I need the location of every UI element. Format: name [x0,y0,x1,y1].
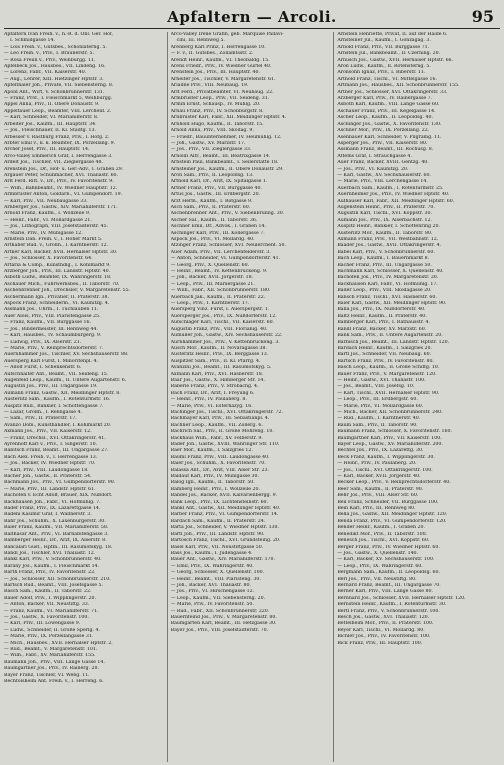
directory-entry: — Jos., Priv., VI. Hirschengasse 12. [170,589,255,595]
directory-entry: Armin Ernst, Schausp., IV. Mühlg. 20. [170,102,261,108]
directory-entry: Bartsch Rud., Beamt., VIII. Josefsgasse 5. [4,582,104,588]
directory-entry: Bardach Sam., Kaufm., II. Praterstr. 24. [170,518,266,524]
directory-entry: Bänsch Franz, Tischl., XVI. Hasnerstr. 60. [337,294,437,300]
directory-entry: Aron Ludw., Kaufm., II. Rotensterng. 5. [337,64,431,70]
directory-entry: Beer Sam., Kaufm., II. Praterstr. 90. [337,486,424,492]
directory-entry: Augustin Jos., Priv., III. Ungargasse 19. [4,384,98,390]
directory-entry: Baltz Heinr., Kaufm., II. Praterstr. 40. [337,313,427,319]
directory-entry: Arnbruster Karl, Fabr., XII. Meidlinger Hptstr. 4. [170,115,287,121]
directory-entry: Aschner Mor., Priv., IX. Porzellang. 22. [337,128,430,134]
directory-entry: Aschenbrenner Ant., Priv., V. Siebenbrunng. 30. [170,211,285,217]
directory-entry: — Jos., Lithograph, VIII. Josefstädterstr. 45. [4,224,109,230]
directory-entry: Aschauer Mich., Fuhrwerksbes., II. Taborstr. 70. [4,281,120,287]
directory-entry: Bachrich Sal., Priv., II. Große Mohreng. 10. [170,429,274,435]
directory-entry: Appel Anna, Priv., II. Obere Donaustr. 9. [4,102,100,108]
directory-entry: — Jos., Gastw., X. Quellenstr. 140. [337,550,419,556]
directory-entry: Bancalari Gust., Hptm., III. Rasumofskyg. 18. [4,544,113,550]
directory-entry: — Heinr., Gastw., XVI. Thaliastr. 100. [337,377,426,383]
directory-entry: — Franz, Drechsl., XVI. Ottakringerstr. 41. [4,435,106,441]
directory-entry: Apfelbeck Jos., Hausbes., VII. Lindeng. 16. [4,64,106,70]
directory-entry: Arthold Franz, Tischl., VI. Mittelgasse 16. [337,76,437,82]
directory-entry: — Joh., Bäcker, XVII. Jörgerstr. 18. [170,275,254,281]
directory-entry: — Marie, Priv., IV. Mühlgasse 12. [4,230,83,236]
directory-entry: Arlt Ferd. Ritt. v., Dr., Priv., IV. Favoritenstr. 9. [4,179,114,185]
directory-entry: — Leop., Kaufm., VII. Siebensterng. 20. [170,595,266,601]
directory-entry: — Rosa Freiin v., Priv., Weihburgg. 11. [4,57,96,63]
directory-entry: Auspitz Heinr., Bankier, I. Schottenring 20. [337,224,440,230]
directory-entry: Auersperg Vinz. Fürst, I. Auerspergstr. 1. [170,307,270,313]
directory-entry: — Marie, Priv., VIII. Lerchengasse 14. [337,179,428,185]
directory-entry: Baumgarten Karl, Beamt., III. Hetzgasse 30. [170,621,277,627]
directory-entry: Auer Alois, Priv., VIII. Piaristengasse 25. [4,313,101,319]
directory-entry: Badeni Kasimir Graf, I. Wallnerstr. 3. [4,512,92,518]
directory-entry: Bachmann Karl, Schlosser, X. Quellenstr. 40. [337,269,444,275]
directory-entry: Barbisch Jos., Beamt., III. Landstr. Hptstr. 120. [337,339,450,345]
directory-entry: Arnstein Jul., Bankbeamt., II. Czerning. 20. [337,51,441,57]
directory-entry: Bayer Leop., Gastw., XV. Mariahilferstr. 200. [337,442,443,447]
directory-entry: Arthaber Rud. v., Großh., I. Kärntnerstr. 12. [4,243,109,249]
directory-entry: Berner Karl, Priv., VIII. Lange Gasse 80. [337,589,433,595]
directory-entry: Austerlitz Mor., Kaufm., II. Taborstr. 80. [337,230,433,236]
directory-entry: Baier Jos., Schuhm., X. Favoritenstr. 70. [170,461,266,467]
directory-entry: Auernhammer Jos., Tischler, XV. Sechshauserstr. 88. [4,352,129,358]
directory-entry: Auersperger Jos., Priv., IX. Nußdorferstr. 12. [170,313,277,319]
directory-entry: — Leop., Priv., III. Marxergasse 21. [170,281,255,287]
directory-entry: — Marie, Priv., VI. Esterhazyg. 16. [170,403,253,409]
directory-entry: — Karl, Priv., VII. Neubaugasse 33. [4,198,88,204]
directory-entry: Baumgartner Karl, Priv., VII. Kaiserstr. 100. [337,435,442,441]
directory-entry: — Karl, Bäcker, XVII. Jörgerstr. 40. [337,474,421,480]
directory-entry: Armbruster Leop., Priv., VII. Seideng. 31. [170,96,270,102]
directory-entry: Babel Karl, Priv., V. Schönbrunnerstr. 60. [337,249,435,255]
directory-entry: — Franz, Kaufm., VII. Burggasse 16. [4,320,91,326]
directory-entry: Appeltauer Leop., Beamter, VIII. Lerchenf. 2. [4,108,112,114]
directory-entry: Arnau Franz, Priv., IV. Schönburgstr. 8. [170,108,264,114]
directory-entry: Bauer Ant., Gastw., XIV. Mariahilferstr. 170. [170,557,276,563]
directory-entry: — Joh., Bäcker, XVI. Thaliastr. 80. [170,582,251,588]
directory-entry: — Jos., Gastw., X. Favoritenstr. 100. [4,614,89,620]
directory-entry: Bamberg Heinr., Priv., I. Wollzeile 20. [170,486,261,492]
directory-entry: Arnstein Paul, Bankbeamt., I. Seilerstätte 18. [170,160,279,166]
directory-entry: — Georg, Schlosser, X. Quellenstr. 100. [170,570,265,576]
directory-entry: Arnold Franz, Kaufm., I. Wollzeile 9. [4,211,91,217]
directory-entry: Arnsteiner Jul., Kaufm., I. Gonzagag. 3. [337,38,431,44]
directory-entry: — Leop., Priv., I. Kärntnerstr. 17. [170,301,250,307]
directory-entry: Arnsteiner Jos., Kaufm., II. Obere Donaustr. 29. [170,166,284,172]
directory-entry: Benesch Jos., Tischl., XVI. Koppstr. 60. [337,538,430,544]
directory-columns [4,32,500,762]
directory-entry: Benedikt Mor., Priv., II. Taborstr. 100. [337,531,428,537]
directory-entry: Bella Jos., Gastw., XII. Meidlinger Hptstr. 120. [337,512,448,518]
directory-entry: Bick Franz, Priv., III. Hauptstr. 100. [337,640,423,646]
directory-entry: — Jos., Bäcker, IV. Wiedner Hptstr. 70. [4,461,96,467]
directory-entry: — Mich., Bäcker, XII. Schönbrunnerstr. 240. [337,409,443,415]
directory-entry: Atzinger Franz, Schlosser, XVI. Neulerchenf. 50. [170,243,286,249]
directory-entry: — Emil, Priv., IX. Währingerstr. 40. [170,563,254,569]
directory-entry: Auerbach Jak., Kaufm., II. Praterstr. 22. [170,294,266,300]
directory-entry: — Leo Freih. v., Priv., I. Bräunerstr. 5. [4,51,94,57]
directory-entry: — Franz, Kaufm., VI. Mariahilferstr. 71. [4,608,99,614]
directory-entry: Arbesser v. Rastburg Franz, Priv., I. Hofg. 2. [4,134,110,140]
directory-entry: Arendt Heinr., Kaufm., VI. Theobaldg. 15. [170,57,270,63]
directory-entry: Bernstein Heinr., Kaufm., I. Rotenturmstr. 30. [337,602,447,608]
directory-entry: Avanzini Jos., Beamt., III. Rasumofskyg. 5. [170,365,272,371]
directory-entry: Assmann Franz, Beamt., III. Rochusg. 8. [337,147,434,153]
directory-entry: Balog Ign., Kaufm., II. Taborstr. 50. [170,480,255,486]
directory-entry: Artus Jos., Gastw., III. Erdbergstr. 20. [170,192,261,198]
directory-entry: Bartl Joh., Priv., III. Landstr. Hptstr. 90. [170,531,265,537]
directory-entry: cini, III. Rennweg 5. [176,38,225,44]
directory-entry: Asperger Jos., Priv., VII. Kaiserstr. 80. [337,140,428,146]
directory-entry: — Ludwig, Priv., IX. Alserstr. 21. [4,339,82,345]
directory-entry: Aschinger Karl, Priv., III. Kollergasse 7. [170,230,265,236]
directory-entry: Augustin Karl, Tischl., XVI. Koppstr. 30. [337,211,432,217]
directory-entry: Asboth Ludw., Beamter, IX. Währingerstr. 18. [4,275,112,281]
directory-entry: Arnberger Jos., Gastw., XIV. Mariahilferstr. 171. [4,204,118,210]
directory-entry: Auerbach Sam., Kaufm., I. Rotenturmstr. 25. [337,185,444,191]
directory-entry: — Karl, Schneider, VI. Mariahilferstr. 8. [4,115,99,121]
directory-entry: — Karl, Tischl., XVII. Hernalser Hptstr. 90. [337,390,440,396]
directory-entry: Bamberger Karl, Priv., I. Rathausstr. 4. [337,320,430,326]
directory-entry: Ariadne Priv., VIII. Neubaug. 19. [170,83,249,89]
directory-entry: — Jos., Beamt., VIII. Josefsg. 10. [337,384,415,390]
directory-entry: Augenstein Heinr., Priv., II. Praterstr. 70. [337,204,435,210]
directory-entry: Bacher Joh., Gastw., II. Praterstr. 54. [4,474,92,480]
directory-entry: Bähr Jos., Schuhm., X. Laxenburgerstr. 30. [4,518,106,524]
directory-entry: Austerlitz Sam., Kaufm., I. Rotenturmstr. 16. [4,397,111,403]
directory-entry: Backhausen Joh., Fabr., VI. Hofmühlg. 7. [4,499,101,505]
directory-entry: Bauer Franz, Priv., V. Margaretenstr. 120. [337,371,437,377]
directory-entry: — Heinr., Priv., IV. Paulanerg. 20. [337,461,417,467]
directory-column-3 [337,32,500,762]
directory-entry: Bauer Adolf, Priv., I. Wipplingerstr. 20. [4,595,97,601]
directory-entry: Attems Graf, I. Strauchgasse 4. [337,153,412,159]
directory-entry: Arzberger Joh., Priv., III. Landstr. Hptstr. 40. [4,269,111,275]
directory-entry: Bechtel Jos., Priv., IX. Lazarettg. 30. [337,448,424,454]
directory-entry: Barber Franz, Priv., VI. Gumpendorferstr. 14. [170,512,279,518]
directory-entry: Basch Sam., Kaufm., II. Taborstr. 22. [4,589,92,595]
directory-entry: Bernhard Jos., Schlosser, XVII. Hernalser Hptstr. 120. [337,595,466,601]
directory-entry: Austerlitz Heinr., Priv., IX. Berggasse 13. [170,352,269,358]
directory-entry: Bachinger Jos., Tischl., XVI. Ottakringerstr. 72. [170,409,283,415]
directory-entry: Becker Leop., Priv., V. Reinprechtsdorferstr. 40. [337,480,451,486]
directory-entry: — Karl, Bäcker, XV. Sechshauserstr. 100. [337,557,435,563]
directory-entry: Benda Franz, Priv., VI. Gumpendorferstr. 120. [337,518,447,524]
directory-entry: Bandl Jos., Tischler, XVI. Thaliastr. 12. [4,550,96,556]
directory-entry: Arnusch Jos., Gastw., XVII. Hernalser Hptstr. 66. [337,57,454,63]
directory-entry: Bergmann Sam., Kaufm., II. Leopoldsg. 60. [337,570,441,576]
directory-entry: Aufschnaiter Ant., Beamt., VII. Seideng. 15. [4,371,109,377]
directory-entry: Baier Karl, Gastw., XII. Meidlinger Hptstr. 90. [337,301,447,307]
directory-entry: — Lazar, Großh., I. Renngasse 4. [4,409,82,415]
directory-entry: Aron Sam., Priv., II. Leopoldsg. 13. [170,172,254,178]
directory-entry: Backhausen Karl, Fabr., VI. Hofmühlg. 17. [337,281,438,287]
directory-entry: Aschauer Franz, Priv., III. Kegelgasse 14. [337,108,436,114]
directory-entry: Ascher Leop., Kaufm., II. Leopoldsg. 40. [337,115,433,121]
directory-entry: — Adolf Fürst, I. Schenkenstr. 6. [4,365,82,371]
directory-entry: — Jos., Priv., VII. Zieglergasse 33. [170,147,252,153]
directory-entry: Arnoldi Alfr., Beamt., III. Beatrixgasse 14. [170,153,271,159]
directory-entry: Baumgartner Jos., Priv., IV. Rainerg. 20. [4,666,99,672]
directory-entry: Bayer Jos., Priv., VIII. Josefstädterstr. 70. [170,627,269,633]
directory-entry: Aschenbrenner Joh., Drechsler, V. Margaretenstr. 55. [4,288,131,294]
directory-entry: Aumüller Joh., Gastw., XIV. Sechshauserstr. 22. [170,333,283,339]
directory-entry: — Karl, Priv., VIII. Laudongasse 18. [4,467,89,473]
directory-entry: Bartl Jos., Schneider, VII. Neubaug. 60. [337,352,432,358]
directory-entry: Arenstein Jos., Dr., Hof- u. Ger.-Adv., I. Graben 29. [4,166,124,172]
directory-entry: — Lois Freih. v., Gutsbes., Schönlaterng. 5. [4,44,107,50]
directory-entry: Bäuml Franz, Priv., VIII. Laudongasse 40. [170,454,270,460]
directory-entry: Artaria & Comp., Kunsthdlg., I. Kohlmarkt 9. [4,262,111,268]
directory-entry: Arenberg Karl Prinz, I. Herrengasse 10. [170,44,266,50]
directory-entry: Bass Jos., Kaufm., I. Judengasse 4. [170,550,253,556]
directory-entry: Augenfeld Leop., Kaufm., II. Untere Augartenstr. 6. [4,377,127,383]
directory-entry: — Mich., Hausbes., XVII. Hernalser Hptstr. 2. [4,640,113,646]
directory-entry: Ascher Sal., Kaufm., II. Taborstr. 36. [170,217,258,223]
directory-entry: Armbruster Anton, Goldarb., VI. Gumpendorf. 19. [4,192,123,198]
directory-entry: Bardach Heinr., Kaufm., I. Salzgries 20. [337,345,432,351]
directory-entry: Asenbauer Karl, Schneider, V. Pilgramg. 11. [337,134,442,140]
directory-column-1 [4,32,168,762]
directory-entry: — Friedr., Bauunternehmer, IV. Heumühlg. 12. [170,134,282,140]
directory-entry: Bamberger Heinr., Dr., Arzt, IX. Alserstr. 8. [4,538,107,544]
directory-entry: Bankl Ant., Gastw., XII. Meidlinger Hptstr. 40. [170,506,281,512]
directory-entry: — Heinr., Beamt., IV. Kettenbrückeng. 9. [170,269,268,275]
directory-entry: Auernheimer Jos., Priv., IV. Wiedner Hptstr. 40. [337,192,450,198]
directory-entry: Baar Jos., Gastw., X. Himberger Str. 14. [170,377,265,383]
directory-entry: Ardelt Jos., Tischler, VII. Zieglergasse 48. [4,160,103,166]
directory-entry: Arco-Valley Irene Gräfin, geb. Marquise Pallavi- [170,32,284,37]
directory-entry: Axmann Franz, Priv., VII. Westbahnstr. 12. [337,237,439,242]
directory-entry: Beck Franz, Kaufm., I. Wipplingerstr. 30. [337,454,435,460]
directory-entry: Asch Sam., Priv., II. Praterstr. 60. [170,204,251,210]
directory-entry: Aufschläger Karl, Tischl., VII. Kaiserstr. 60. [170,320,275,326]
directory-entry: Baumann Franz, Schlosser, X. Favoritenstr. 160. [337,429,452,435]
directory-entry: — Rud., Fabr., XII. Schönbrunnerstr. 220. [170,608,270,614]
directory-entry: Artner Franz, Priv., VII. Burggasse 40. [170,185,263,191]
directory-entry: — Jos., Schlosser, X. Favoritenstr. 64. [4,256,93,262]
directory-entry: Bachmayer Karl, Priv., III. Sebastianpl. 4. [170,416,270,422]
directory-entry: Bertl Franz, Priv., V. Schönbrunnerstr. 100. [337,608,440,614]
directory-entry: Backhaus Wilh., Fabr., XV. Felberstr. 9. [170,435,263,441]
directory-entry: Apold Ant., Wirt, V. Schönbrunnerstr. 131. [4,89,105,95]
directory-entry: Bacher Franz, Priv., III. Ungargasse 50. [337,262,432,268]
directory-entry: — Rud., Beamt., V. Margaretenstr. 101. [4,647,98,652]
directory-entry: Archer Josef, Priv., III. Hauptstr. 14. [4,147,90,153]
directory-entry: Bach Franz, Dr., Arzt, I. Freyung 6. [170,390,255,396]
directory-entry: — Georg, Priv., X. Quellenstr. 60. [170,262,250,268]
directory-entry: Bandl Franz, Bäcker, XV. Märzstr. 60. [337,326,427,332]
directory-entry: — F. v., II. Gutsbes., Zollamtsstr. 2. [170,51,254,57]
directory-entry: Bank Sam., Priv., II. Untere Augartenstr. 20. [337,333,443,339]
directory-entry: Aschermann Ign., Privatier, II. Praterstr. 38. [4,294,109,300]
directory-entry: — Jos., Priv., VI. Kaunitzg. 20. [337,166,409,172]
directory-entry: Arnstein Dan. Freih. v., I. Hoher Markt 5. [4,237,103,242]
directory-entry: Avanzo Dom., Kunsthändler, I. Kohlmarkt 20. [4,422,112,428]
directory-entry: Beil Franz, Schneider, VII. Burggasse 100. [337,499,439,505]
directory-entry: Bachner Leop., Kaufm., VII. Zollerg. 6. [170,422,263,428]
directory-entry: — Heinr., Fabr., VI. Mollardgasse 21. [4,217,92,223]
directory-entry: Bauernfeind Jos., Priv., V. Margaretenstr. 80. [170,614,277,620]
directory-entry: — Wilh., Bahnbeamt., IV. Wiedner Hauptstr. 12. [4,185,118,191]
page-title: Apfaltern — Arcoli. [167,8,337,26]
directory-entry: Bader Franz, Priv., IX. Lazarettgasse 14. [4,506,101,512]
directory-entry: Berl Jos., Priv., VII. Neustiftg. 80. [337,576,417,582]
directory-entry: — Marie, Priv., III. Landstr. Hptstr. 61. [4,486,96,492]
directory-entry: Bank Leop., Priv., IX. Lichtensteinstr. 60. [170,499,269,505]
directory-entry: Babitsch Franz, Beamt., III. Ungargasse 27. [4,448,109,454]
directory-entry: Axmann Karl, Priv., XVI. Hasnerstr. 18. [170,371,264,377]
directory-entry: Bartosch Franz, Tischl., XVI. Grundsteing. 20. [170,538,281,544]
directory-entry: Barta Jos., Schneider, V. Wiedner Hptstr. 130. [170,525,280,531]
directory-entry: Arnold Franz, Priv., VII. Burggasse 71. [337,44,430,50]
directory-entry: Auer Franz, Bäcker, XVIII. Gentzg. 40. [337,160,429,166]
directory-entry: Auspitz Rud., Bankier, I. Schottengasse 7. [4,403,104,409]
directory-entry: — Karl, Priv., III. Löwengasse 9. [4,621,81,627]
directory-entry: Bach Leop., Kaufm., I. Bauernmarkt 8. [337,256,430,262]
directory-entry: — Lorenz, Fabr., VII. Kaiserstr. 40. [4,70,87,76]
directory-entry: Bachofen v. Echt Adolf, Brauer, XIX. Nußdorf. [4,493,113,499]
directory-entry: — Franz, Prof., I. Fleischmarkt 5, Weihburgg. [4,96,113,102]
directory-entry: Aurnhammer Jos., Priv., V. Kettenbrückeng. 3. [170,339,280,345]
directory-entry: Artmann Jos., Hausbes., XII. Schönbrunnerstr. 155. [337,83,460,89]
directory-entry: Barth Franz, Priv., IV. Favoritenstr. 22. [4,570,96,576]
directory-entry: Besch Jos., Gastw., XVI. Thaliastr. 120. [337,614,430,620]
directory-entry: Bach Alex. Freih. v., I. Herrengasse 13. [4,454,98,460]
directory-entry: — Marie, Priv., V. Reinprechtsdorferstr. 7. [4,345,104,351]
directory-entry: — Anton, Schneider, VI. Gumpendorferstr. 41. [170,256,281,262]
directory-entry: — Rud., Kaufm., I. Kärntnerstr. 40. [337,416,421,422]
directory-entry: Aumann Franz, Gastw., XII. Meidlinger Hptstr. 8. [4,390,121,396]
directory-entry: Aspöck Franz, Schneiderm., VI. Kaunitzg. 4. [4,301,110,307]
directory-entry: Aschner Emil, Dr., Advok., I. Graben 14. [170,224,266,230]
directory-entry: Artner Karl, Bäcker, XVII. Hernalser Hptstr. 30. [4,249,118,255]
directory-column-2 [171,32,335,762]
directory-entry: Aumann Jos., Priv., IX. Alserbachstr. 12. [337,217,432,223]
directory-entry: Apfaltern Ivan Freih. v., h.-R. d. Obl. Ger. Hof, [4,32,114,37]
directory-entry: Aufhauser Karl, Fabr., XII. Meidlinger Hptstr. 60. [337,198,455,204]
directory-entry: Balthasar Ant., Priv., VI. Barnabitengasse 3. [4,531,109,537]
page-number: 95 [471,7,494,26]
directory-entry: Bechtolsheim Ant. Freih. v., I. Herreng. 6. [4,679,104,685]
directory-entry: — Wilh., Fabr., XV. Mariahilferstr. 155. [4,653,96,659]
directory-entry: Arco-Valley Emmerich Graf, I. Herrengasse 3. [4,153,113,159]
directory-entry: — Heinr., Beamt., VIII. Piaristeng. 30. [170,576,261,582]
directory-entry: Arlt Ferd., Privatbeamter, VI. Neubaug. 22. [170,89,274,95]
directory-entry: — Jos., Schlosser, XII. Schönbrunnerstr. 210. [4,576,111,582]
directory-entry: Arnhold Hugo, Kaufm., II. Taborstr. 15. [170,121,264,127]
directory-entry: — Jos., Bindermeister, III. Rennweg 44. [4,326,98,332]
directory-entry: Ayrenhoff Karl v., Priv., I. Singerstr. 10. [4,442,98,447]
directory-entry: Augustin Franz, Priv., VIII. Florianig. 40. [170,326,268,332]
directory-entry: Bichler Jos., Priv., IV. Favoritenstr. 100. [337,634,431,640]
directory-entry: — Aug., Lehrer, XIII. Hietzinger Hptstr. 3. [4,76,104,82]
directory-entry: Bader Leop., Priv., VIII. Skodagasse 20. [337,288,432,294]
directory-entry: — Marie, Priv., VI. Mollardgasse 60. [337,403,424,409]
directory-entry: Baier Franz, Kaufm., VII. Mariahilferstr. 58. [4,525,109,531]
directory-entry: — Leop., Priv., III. Erdbergstr. 60. [337,397,418,403]
directory-entry: Ausch Mor., Kaufm., II. Novaragasse 38. [170,345,267,351]
directory-entry: Arnold Anna, Priv., VIII. Skodag. 9. [170,128,254,134]
directory-entry: I. Schmidgasse 14. [10,38,55,44]
directory-entry: — Karl, Gastw., XV. Sechshauserstr. 60. [337,172,431,178]
directory-entry: Bachofen Jos., Priv., IV. Margaretenstr. 20. [337,275,439,281]
directory-entry: Auspitzer Sam., Priv., II. Kl. Pfarrg. 4. [170,358,261,364]
directory-entry: Arenstein Jos., Priv., III. Hauptstr. 40. [170,70,260,76]
directory-entry: Bachmann Jos., Priv., VI. Gumpendorferstr. 90. [4,480,116,486]
directory-entry: Bender Heinr., Kaufm., I. Graben 20. [337,525,425,531]
directory-entry: Bettelheim Mor., Priv., II. Praterstr. 100. [337,621,434,627]
directory-entry: Beyer Karl, Tischl., VI. Mollardg. 80. [337,627,425,633]
directory-entry: Behr Jos., Priv., VIII. Alser Str. 60. [337,493,419,499]
directory-entry: Bernard Franz, Beamt., III. Ungargasse 70. [337,582,441,588]
directory-entry: Arens Friedr., Priv., IV. Wiedner Gürtel 40. [170,64,272,70]
directory-entry: Bankl Karl, Priv., V. Schönbrunnerstr. 40. [4,557,102,563]
directory-entry: — Anton, Bäcker, VII. Neustiftg. 33. [4,602,90,608]
directory-entry: Bader Joh., Gastw., XVIII. Währinger Str. 110. [170,442,280,447]
directory-entry: Assmann Jos., Uhrm., I. Tuchlauben 11. [4,307,99,313]
directory-entry: — Heinr., Priv., IV. Paulanerg. 8. [170,397,247,403]
directory-entry: Aschinger Jos., Gastw., X. Favoritenstr. 130. [337,121,442,127]
directory-entry: Auer Adam, Priv., VII. Lerchenfelderstr. 3. [170,249,271,255]
directory-entry: — Joh., Gastw., XV. Märzstr. 17. [170,140,246,146]
directory-entry: Bandel Jos., Bäcker, XVII. Kalvarienbergg. 9. [170,493,278,499]
directory-entry: Baer Mor., Kaufm., I. Salzgries 12. [170,448,253,454]
directory-entry: Baumann Joh., Priv., VIII. Lange Gasse 14. [4,659,105,665]
directory-entry: Arzt Herm., Kaufm., I. Rotgasse 9. [170,198,253,204]
directory-entry: — Sam., Priv., II. Praterstr. 17. [4,416,77,422]
directory-entry: Basel Karl, Priv., VII. Neustiftgasse 50. [170,544,264,550]
directory-entry: — Leop., Priv., IX. Währingerstr. 60. [337,563,423,569]
directory-entry: Bartsch Franz, Priv., IV. Favoritenstr. 80. [337,358,434,364]
directory-entry: Aspöck Jos., Priv., VI. Mollardg. 40. [170,237,255,242]
directory-entry: Berger Franz, Priv., IV. Wiedner Hptstr. 60. [337,544,440,550]
directory-entry: Basch Leop., Kaufm., II. Große Schiffg. 10. [337,365,440,371]
directory-entry: Baum Sam., Priv., II. Taborstr. 90. [337,422,418,428]
directory-entry: — Wilh., Fabr., XII. Schönbrunnerstr. 180. [170,288,271,294]
directory-entry: — Marie, Priv., IX. Porzellangasse 31. [4,634,94,640]
directory-entry: Artner Jos., Schlosser, XVI. Ottakringerstr. 33. [337,89,448,95]
directory-entry: Arbeiter Jos., Kaufm., III. Hauptstr. 34. [4,121,97,127]
directory-entry: Aronsohn Ignaz, Priv., I. Biberstr. 11. [337,70,426,76]
directory-entry: Argauer Peter, Schuhmacher, XVI. Thaliastr. 60. [4,172,119,178]
directory-entry: Baberle Franz, Priv., V. Strobachg. 4. [170,384,259,390]
directory-entry: Baldauf Karl, Priv., IV. Mühlgasse 30. [170,474,259,480]
directory-entry: Arbter Emil v., k. k. Beamter, IX. Porzellang. 9. [4,140,116,146]
directory-entry: Auersperg Karl Fürst, I. Minoritenpl. 4. [4,358,98,364]
directory-entry: Balla Jos., Priv., IX. Nußdorferstr. 40. [337,307,426,313]
directory-entry: Asboth Karl, Kaufm., VIII. Lange Gasse 60. [337,102,440,108]
directory-entry: — Jos., Tischl., XVI. Ottakringerstr. 100. [337,467,433,473]
directory-entry: Arthold Karl, Dr., Arzt, IX. Spitalgasse 1. [170,179,268,185]
directory-entry: Barany Jos., Kaufm., I. Fleischmarkt 14. [4,563,100,569]
directory-entry: — Karl, Hausbes., IV. Schaumburgerg. 9. [4,333,102,339]
directory-entry: Arzberger Karl, Priv., IV. Rainergasse 7. [337,96,433,102]
directory-entry: Bayer Franz, Tischler, VI. Webg. 11. [4,672,90,678]
directory-entry: Arheiter Jos., Tischler, V. Margaretenstr. 61. [170,76,276,82]
directory-entry: Balassa Ant., Dr., Arzt, VIII. Alser Str. 23. [170,467,269,473]
directory-entry: — Marie, Priv., IV. Favoritenstr. 50. [170,602,254,608]
directory-entry: — Ludw., Schneider, II. Große Sperlg. 4. [4,627,100,633]
directory-entry: Bein Karl, Priv., III. Rennweg 80. [337,506,416,512]
directory-entry: Axmann Jos., Priv., VII. Kaiserstr. 12. [4,429,92,435]
page-header [4,6,500,29]
directory-entry: — Jos., Fleischhauer, II. Kl. Stadtg. 13. [4,128,97,134]
directory-entry: Arnstein Henriette, Privat, II. auf der Haide 6. [337,32,448,37]
directory-entry: Baader Jos., Gastw., XVII. Ottakringerstr. 4. [337,243,442,249]
directory-entry: Apfelthaler Joh., Private, VII. Siebensterng. 8. [4,83,114,89]
